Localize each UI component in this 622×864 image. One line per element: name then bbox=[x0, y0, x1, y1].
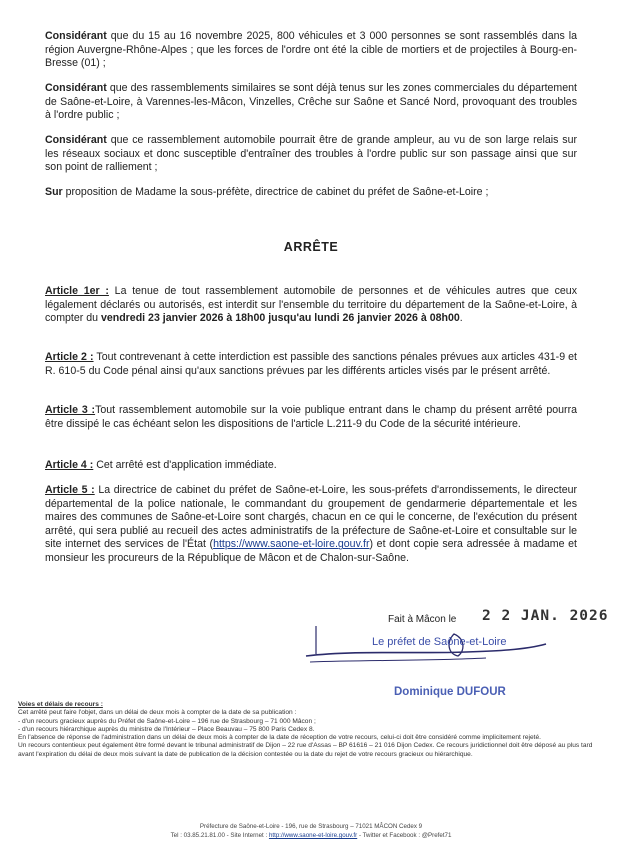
article-end: . bbox=[459, 312, 463, 325]
considerant-lead: Considérant bbox=[45, 82, 107, 94]
article-4 bbox=[45, 459, 577, 473]
article-label: Article 3 : bbox=[45, 404, 96, 416]
appeal-line: Un recours contentieux peut également être formé devant le tribunal administratif de Dijon – 22 rue d'Assas – BP 61616 – 21 016 Dijon Cedex. Ce recours juridictionnel doit être déposé au plus tard avant l'expiration du délai de deux mois suivant la date de publication de la décision contestée ou la date du rejet de votre recours gracieux ou hiérarchique. bbox=[18, 742, 593, 758]
appeal-notice bbox=[18, 701, 608, 759]
considerant-text: que ce rassemblement automobile pourrait être de grande ampleur, au vu de son large relais sur les réseaux sociaux et donc susceptible d'entraîner des troubles à l'ordre public sur son passage ainsi que sur son point de ralliement ; bbox=[45, 134, 577, 174]
appeal-line: - d'un recours hiérarchique auprès du ministre de l'Intérieur – Place Beauvau – 75 800 Paris Cedex 8. bbox=[18, 725, 315, 733]
considerant-lead: Considérant bbox=[45, 30, 107, 42]
appeal-line: Cet arrêté peut faire l'objet, dans un délai de deux mois à compter de la date de sa publication : bbox=[18, 709, 297, 717]
considerant-lead: Considérant bbox=[45, 134, 107, 146]
article-text: Tout rassemblement automobile sur la voie publique entrant dans le champ du présent arrêté pourra être dissipé le cas échéant selon les dispositions de l'article L.211-9 du Code de la sécurité intérieure. bbox=[45, 404, 577, 430]
proposition-lead: Sur bbox=[45, 186, 63, 198]
decree-title: ARRÊTE bbox=[283, 240, 339, 254]
article-dates: vendredi 23 janvier 2026 à 18h00 jusqu'au lundi 26 janvier 2026 à 08h00 bbox=[100, 312, 460, 325]
proposition-paragraph bbox=[45, 186, 577, 200]
footer-address: Préfecture de Saône-et-Loire - 196, rue de Strasbourg – 71021 MÂCON Cedex 9 bbox=[199, 823, 423, 830]
article-text: La tenue de tout rassemblement automobile de personnes et de véhicules autres que ceux légalement déclarés ou autorisés, est interdit sur l'ensemble du territoire du département de la Saône-et-Loire, à compter du bbox=[45, 285, 578, 325]
considerant-3 bbox=[45, 134, 577, 175]
article-3 bbox=[45, 404, 577, 431]
article-1 bbox=[45, 285, 577, 326]
article-label: Article 5 : bbox=[45, 484, 95, 496]
article-label: Article 2 : bbox=[45, 351, 94, 363]
appeal-heading: Voies et délais de recours : bbox=[18, 701, 103, 708]
article-text: Tout contrevenant à cette interdiction est passible des sanctions pénales prévues aux articles 431-9 et R. 610-5 du Code pénal ainsi qu'aux sanctions prévues par les différents articles visés par le présent arrêté. bbox=[45, 351, 577, 377]
considerant-2 bbox=[45, 82, 577, 123]
article-end: ) et dont copie sera adressée à madame et monsieur les procureurs de la République de Mâcon et de Chalon-sur-Saône. bbox=[45, 538, 577, 564]
footer-contact bbox=[0, 832, 622, 839]
article-label: Article 1er : bbox=[45, 285, 109, 297]
appeal-line: En l'absence de réponse de l'administration dans un délai de deux mois à compter de la date de réception de votre recours, celui-ci doit être considéré comme implicitement rejeté. bbox=[18, 734, 541, 742]
footer-social: - Twitter et Facebook : @Prefet71 bbox=[357, 832, 452, 839]
considerant-1 bbox=[45, 30, 577, 71]
date-stamp: 2 2 JAN. 2026 bbox=[482, 608, 609, 624]
considerant-text: que des rassemblements similaires se sont déjà tenus sur les zones commerciales du département de Saône-et-Loire, à Varennes-les-Mâcon, Vinzelles, Crêche sur Saône et Sancé Nord, provoquant des troubles à l'ordre public ; bbox=[45, 82, 577, 122]
footer-phone: Tel : 03.85.21.81.00 - Site Internet : bbox=[170, 832, 269, 839]
signatory-title: Le préfet de Saône-et-Loire bbox=[372, 636, 507, 648]
article-2 bbox=[45, 351, 577, 378]
signatory-name: Dominique DUFOUR bbox=[394, 686, 506, 698]
handwritten-signature bbox=[296, 620, 556, 680]
considerant-text: que du 15 au 16 novembre 2025, 800 véhicules et 3 000 personnes se sont rassemblés dans la région Auvergne-Rhône-Alpes ; que les forces de l'ordre ont été la cible de mortiers et de projectiles à Bourg-en-Bresse (01) ; bbox=[45, 30, 577, 70]
prefecture-website-link[interactable]: https://www.saone-et-loire.gouv.fr bbox=[213, 538, 370, 551]
proposition-text: proposition de Madame la sous-préfète, directrice de cabinet du préfet de Saône-et-Loire ; bbox=[62, 186, 489, 198]
footer-website-link[interactable]: http://www.saone-et-loire.gouv.fr bbox=[268, 832, 358, 839]
article-5 bbox=[45, 484, 577, 566]
appeal-line: - d'un recours gracieux auprès du Préfet de Saône-et-Loire – 196 rue de Strasbourg – 71 000 Mâcon ; bbox=[18, 717, 316, 725]
article-label: Article 4 : bbox=[45, 459, 94, 471]
article-text: Cet arrêté est d'application immédiate. bbox=[93, 459, 277, 471]
signature-place: Fait à Mâcon le bbox=[388, 614, 457, 625]
article-text: La directrice de cabinet du préfet de Saône-et-Loire, les sous-préfets d'arrondissements, le directeur départemental de la police nationale, le commandant du groupement de gendarmerie départementale et les maires des communes de Saône-et-Loire sont chargés, chacun en ce qui le concerne, de l'exécution du présent arrêté, qui sera publié au recueil des actes administratifs de la préfecture de Saône-et-Loire et consultable sur le site internet des services de l'État ( bbox=[45, 484, 578, 551]
